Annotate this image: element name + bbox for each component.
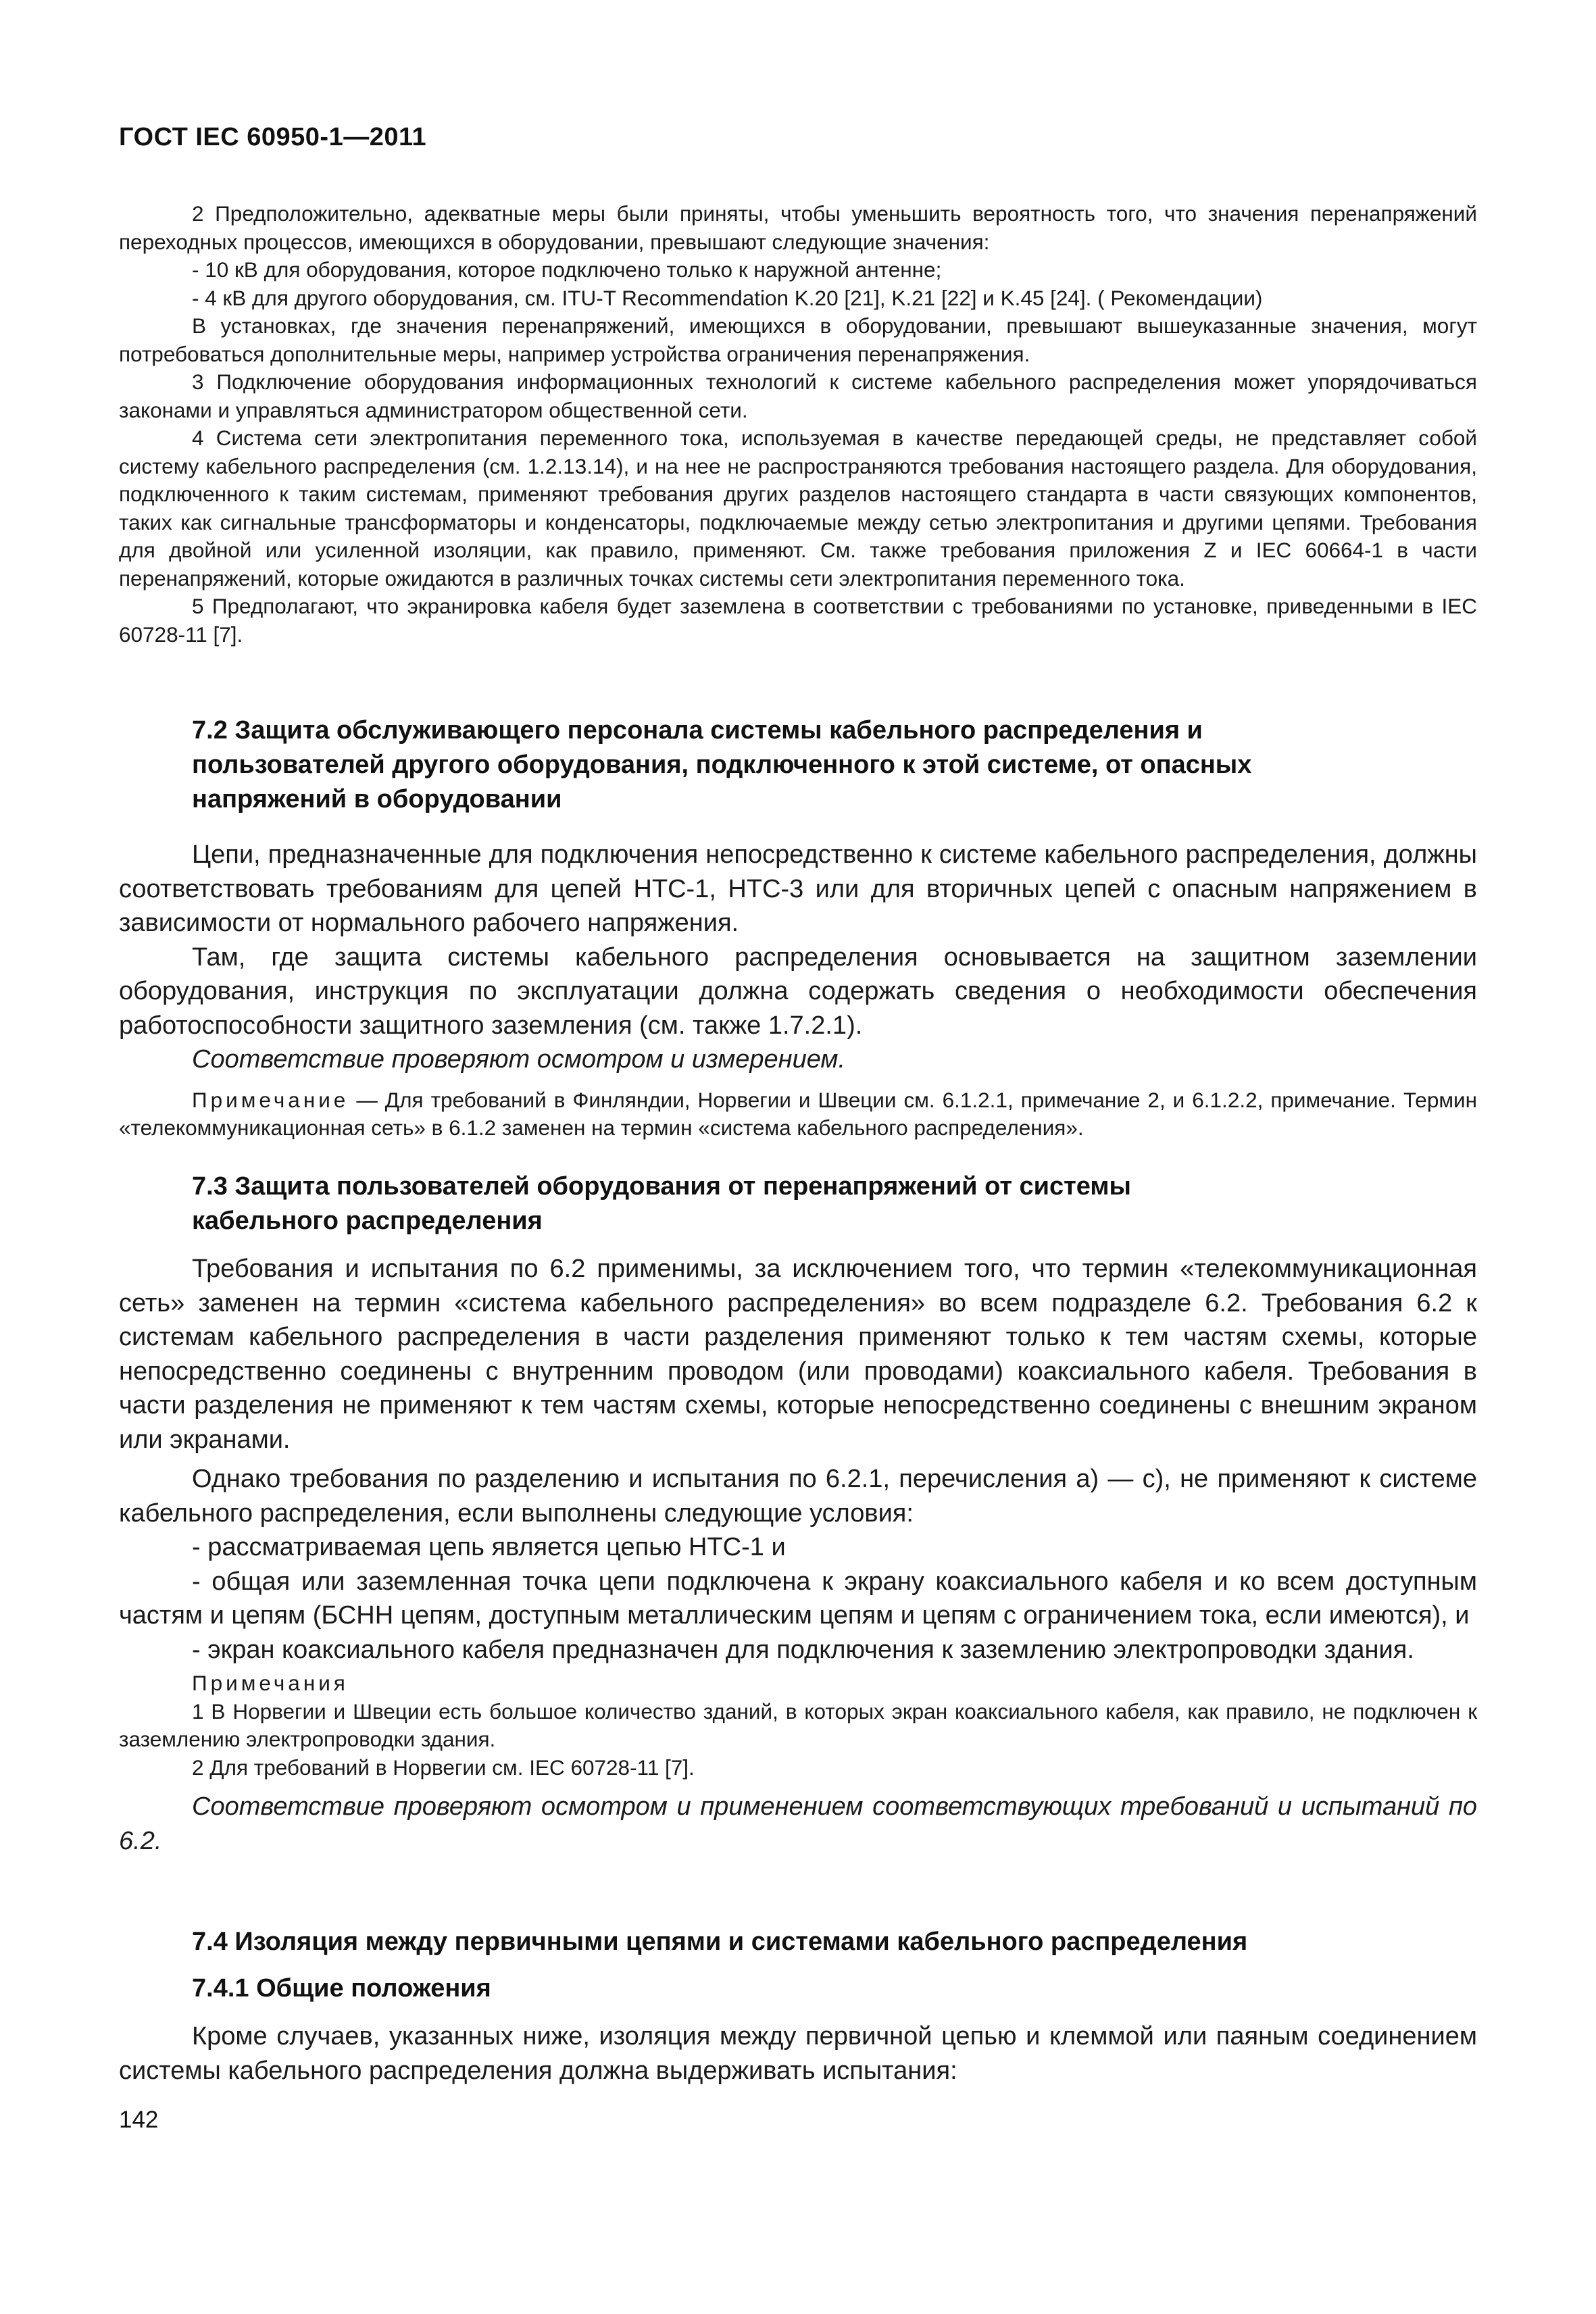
section-7-4-title: 7.4 Изоляция между первичными цепями и системами кабельного распределения xyxy=(192,1928,1248,1956)
section-7-2 xyxy=(119,713,1477,1142)
section-7-3-para-1: Требования и испытания по 6.2 применимы, за исключением того, что термин «телекоммуникационная сеть» заменен на термин «система кабельного распределения» во всем подразделе 6.2. Требования 6.2 к системам кабельного распределения в части разделения применяют только к тем частям схемы, которые непосредственно соединены с внутренним проводом (или проводами) коаксиального кабеля. Требования в части разделения не применяют к тем частям схемы, которые непосредственно соединены с внешним экраном или экранами. xyxy=(119,1255,1477,1454)
section-7-2-para-1: Цепи, предназначенные для подключения непосредственно к системе кабельного распределения, должны соответствовать требованиям для цепей НТС-1, НТС-3 или для вторичных цепей с опасным напряжением в зависимости от нормального рабочего напряжения. xyxy=(119,840,1477,937)
notes-top xyxy=(119,200,1477,649)
section-7-2-note xyxy=(119,1086,1477,1142)
note-2-item-1: - 10 кВ для оборудования, которое подключено только к наружной антенне; xyxy=(192,257,942,282)
section-7-3-title: 7.3 Защита пользователей оборудования от перенапряжений от системы кабельного распределения xyxy=(192,1172,1131,1235)
section-7-2-title: 7.2 Защита обслуживающего персонала системы кабельного распределения и пользователей другого оборудования, подключенного к этой системе, от опасных напряжений в оборудовании xyxy=(192,716,1252,813)
note-5: 5 Предполагают, что экранировка кабеля будет заземлена в соответствии с требованиями по установке, приведенными в IEC 60728-11 [7]. xyxy=(119,594,1477,647)
document-header: ГОСТ IEC 60950-1—2011 xyxy=(119,123,427,151)
note-3: 3 Подключение оборудования информационных технологий к системе кабельного распределения может упорядочиваться законами и управляться администратором общественной сети. xyxy=(119,370,1477,422)
section-7-2-compliance: Соответствие проверяют осмотром и измерением. xyxy=(192,1045,846,1074)
section-7-3 xyxy=(119,1169,1477,1858)
page-number: 142 xyxy=(119,2107,159,2133)
note-2: 2 Предположительно, адекватные меры были приняты, чтобы уменьшить вероятность того, что значения перенапряжений переходных процессов, имеющихся в оборудовании, превышают следующие значения: xyxy=(119,201,1477,254)
section-7-3-note-2: 2 Для требований в Норвегии см. IEC 60728-11 [7]. xyxy=(192,1755,695,1780)
section-7-3-para-2: Однако требования по разделению и испытания по 6.2.1, перечисления a) — c), не применяют к системе кабельного распределения, если выполнены следующие условия: xyxy=(119,1465,1477,1528)
section-7-4-1-title: 7.4.1 Общие положения xyxy=(192,1974,491,2003)
section-7-3-bullet-3: - экран коаксиального кабеля предназначен для подключения к заземлению электропроводки здания. xyxy=(192,1635,1414,1664)
note-2-extra: В установках, где значения перенапряжений, имеющихся в оборудовании, превышают вышеуказанные значения, могут потребоваться дополнительные меры, например устройства ограничения перенапряжения. xyxy=(119,313,1477,366)
section-7-4 xyxy=(119,1925,1477,2088)
section-7-3-note-1: 1 В Норвегии и Швеции есть большое количество зданий, в которых экран коаксиального кабеля, как правило, не подключен к заземлению электропроводки здания. xyxy=(119,1699,1477,1751)
section-7-3-bullet-1: - рассматриваемая цепь является цепью НТС-1 и xyxy=(192,1533,786,1561)
section-7-2-para-2: Там, где защита системы кабельного распределения основывается на защитном заземлении оборудования, инструкция по эксплуатации должна содержать сведения о необходимости обеспечения работоспособности защитного заземления (см. также 1.7.2.1). xyxy=(119,942,1477,1040)
note-text: — Для требований в Финляндии, Норвегии и Швеции см. 6.1.2.1, примечание 2, и 6.1.2.2, примечание. Термин «телекоммуникационная сеть» в 6.1.2 заменен на термин «система кабельного распределения». xyxy=(119,1087,1477,1140)
section-7-3-bullet-2: - общая или заземленная точка цепи подключена к экрану коаксиального кабеля и ко всем доступным частям и цепям (БСНН цепям, доступным металлическим цепям и цепям с ограничением тока, если имеются), и xyxy=(119,1567,1477,1630)
note-4: 4 Система сети электропитания переменного тока, используемая в качестве передающей среды, не представляет собой систему кабельного распределения (см. 1.2.13.14), и на нее не распространяются требования настоящего раздела. Для оборудования, подключенного к таким системам, применяют требования других разделов настоящего стандарта в части связующих компонентов, таких как сигнальные трансформаторы и конденсаторы, подключаемые между сетью электропитания и другими цепями. Требования для двойной или усиленной изоляции, как правило, применяют. См. также требования приложения Z и IEC 60664-1 в части перенапряжений, которые ожидаются в различных точках системы сети электропитания переменного тока. xyxy=(119,426,1477,590)
section-7-4-1-para-1: Кроме случаев, указанных ниже, изоляция между первичной цепью и клеммой или паяным соединением системы кабельного распределения должна выдерживать испытания: xyxy=(119,2022,1477,2085)
section-7-3-notes-label: Примечания xyxy=(192,1671,349,1695)
note-2-item-2: - 4 кВ для другого оборудования, см. ITU-T Recommendation K.20 [21], K.21 [22] и K.45 [24]. ( Рекомендации) xyxy=(192,285,1263,310)
note-label: Примечание xyxy=(192,1087,349,1112)
section-7-3-compliance: Соответствие проверяют осмотром и применением соответствующих требований и испытаний по 6.2. xyxy=(119,1792,1477,1855)
